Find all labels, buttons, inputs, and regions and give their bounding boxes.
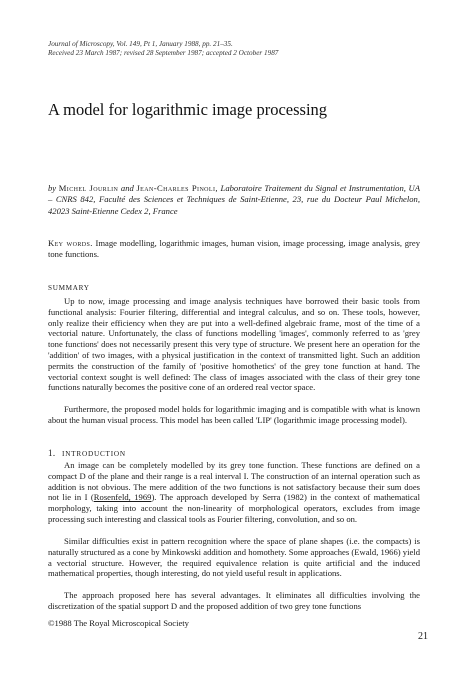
author-block <box>48 183 420 217</box>
intro-paragraph-1-text-a: An image can be completely modelled by its grey tone function. These functions are defined on a compact D of the plane and their range is a real interval I. The construction of an internal operation such as addition is not obvious. The mere addition of the two functions is not satisfactory because their sum does not lie in I ( <box>48 460 420 503</box>
section-title: INTRODUCTION <box>62 450 126 458</box>
intro-paragraph-2-text: Similar difficulties exist in pattern recognition where the space of plane shapes (i.e. the compacts) is naturally structured as a cone by Minkowski addition and homothety. Some approaches (Ewald, 1966) yield a vectorial structure. However, the required equivalence relation is quite artificial and the induced mathematical properties, though interesting, do not yield useful result in applications. <box>48 536 420 579</box>
paper-title: A model for logarithmic image processing <box>48 100 328 119</box>
author-affiliation: Laboratoire Traitement du Signal et Instrumentation, UA – CNRS 842, Faculté des Sciences et Techniques de Saint-Etienne, 23, rue du Docteur Paul Michelon, 42023 Saint-Etienne Cedex 2, France <box>48 183 420 216</box>
journal-citation-line-1: Journal of Microscopy, Vol. 149, Pt 1, January 1988, pp. 21–35. <box>48 40 233 48</box>
section-number: 1. <box>48 448 56 458</box>
author-by: by <box>48 183 57 193</box>
summary-paragraph-1-text: Up to now, image processing and image analysis techniques have borrowed their basic tools from functional analysis: Fourier filtering, differential and integral calculus, and so on. These tools, however, only realize their efficiency when they are put into a well-defined algebraic frame, most of the time of a vectorial nature. Unfortunately, the class of functions modelling 'images', commonly referred to as 'grey tone functions' does not necessarily present this very type of structure. We present here an operation for the 'addition' of two images, with a physical justification in the context of transmitted light. Such an addition permits the construction of the family of 'positive homothetics' of the grey tone function at hand. The vectorial context sought is well defined: The class of images associated with the class of their grey tone functions naturally becomes the positive cone of an ordered real vector space. <box>48 296 420 393</box>
keywords-text: Image modelling, logarithmic images, human vision, image processing, image analysis, grey tone functions. <box>48 238 420 260</box>
intro-paragraph-3-text: The approach proposed here has several advantages. It eliminates all difficulties involving the discretization of the spatial support D and the proposed addition of two grey tone functions <box>48 590 420 611</box>
author-2: Jean-Charles Pinoli, <box>136 183 218 193</box>
copyright-notice: ©1988 The Royal Microscopical Society <box>48 618 189 628</box>
summary-paragraph-1 <box>48 296 420 393</box>
summary-paragraph-2-text: Furthermore, the proposed model holds for logarithmic imaging and is compatible with what is known about the human visual process. This model has been called 'LIP' (logarithmic image processing model). <box>48 404 420 425</box>
keywords-block <box>48 238 420 261</box>
keywords-label: Key words. <box>48 238 93 248</box>
author-and: and <box>120 183 134 193</box>
intro-paragraph-1-text-b: ). The approach developed by Serra (1982) in the context of mathematical morphology, taking into account the non-linearity of morphological operators, excludes from image processing such interesting and classical tools as Fourier filtering, convolution, and so on. <box>48 492 420 524</box>
intro-paragraph-2 <box>48 536 420 579</box>
summary-paragraph-2 <box>48 404 420 426</box>
section-heading-introduction <box>48 448 126 458</box>
intro-paragraph-3 <box>48 590 420 612</box>
intro-paragraph-1 <box>48 460 420 525</box>
page-number: 21 <box>418 631 428 642</box>
author-1: Michel Jourlin <box>58 183 119 193</box>
journal-citation-line-2: Received 23 March 1987; revised 28 September 1987; accepted 2 October 1987 <box>48 48 279 57</box>
journal-citation <box>48 40 448 57</box>
summary-heading: SUMMARY <box>48 284 90 292</box>
citation-link-rosenfeld[interactable]: Rosenfeld, 1969 <box>93 492 152 503</box>
